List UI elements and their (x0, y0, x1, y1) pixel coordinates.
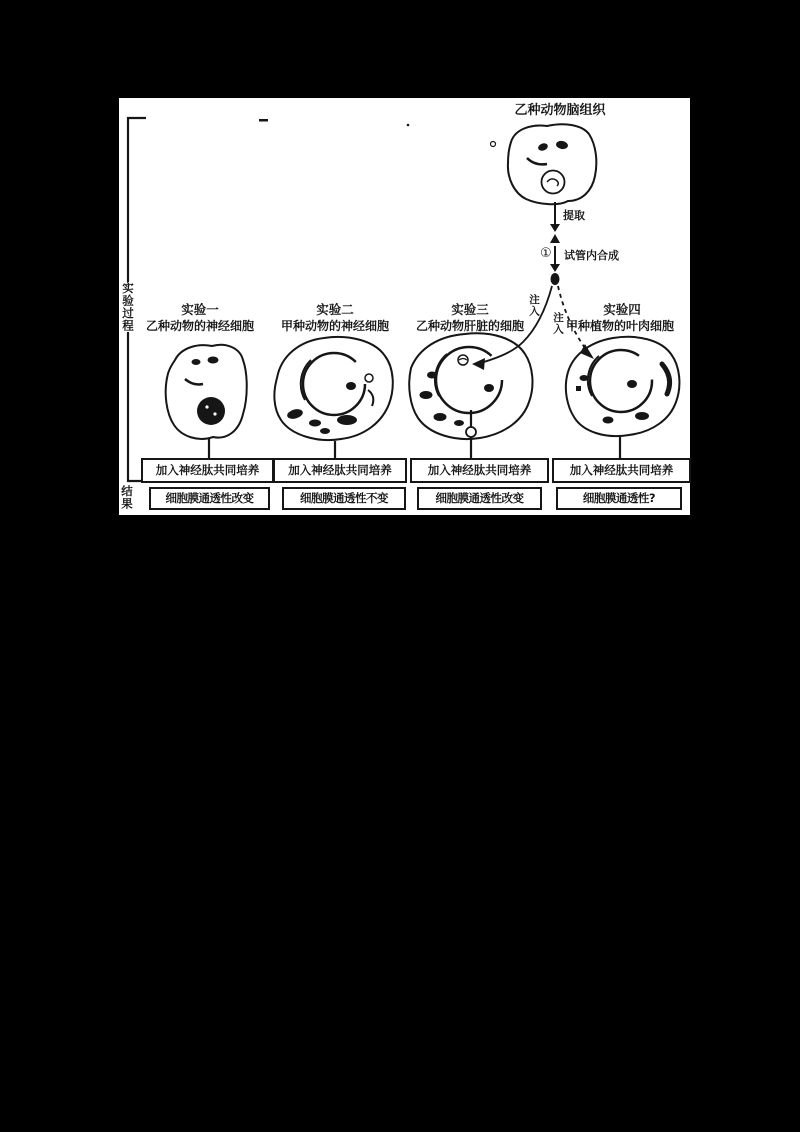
experiment-1-title: 实验一 (181, 302, 219, 317)
experiment-4-title: 实验四 (603, 302, 641, 317)
experiment-3-result-box: 细胞膜通透性改变 (417, 487, 542, 510)
source-cell-drawing (491, 124, 597, 204)
source-cell-label: 乙种动物脑组织 (514, 103, 606, 118)
experiment-3-cell-drawing (409, 333, 532, 458)
experiment-3-method-box: 加入神经肽共同培养 (410, 458, 549, 483)
diagram-panel (119, 98, 690, 515)
flow-arrows (472, 202, 594, 370)
scan-artifacts (259, 119, 409, 126)
experiment-4-cell-label: 甲种植物的叶肉细胞 (565, 319, 674, 333)
experiment-3-cell-label: 乙种动物肝脏的细胞 (415, 319, 524, 333)
experiment-1-method-box: 加入神经肽共同培养 (141, 458, 274, 483)
inject-label-right: 注入 (552, 312, 564, 335)
experiment-1-cell-drawing (166, 345, 247, 458)
experiment-1-cell-label: 乙种动物的神经细胞 (145, 319, 254, 333)
experiment-4-method-box: 加入神经肽共同培养 (552, 458, 691, 483)
step-one-badge: ① (540, 246, 552, 261)
experiment-2-result-box: 细胞膜通透性不变 (282, 487, 406, 510)
experiment-2-cell-drawing (274, 337, 392, 458)
experiment-2-cell-label: 甲种动物的神经细胞 (280, 319, 389, 333)
experiment-4-cell-drawing (566, 337, 680, 458)
experiment-2-method-box: 加入神经肽共同培养 (273, 458, 407, 483)
process-axis-label: 实验过程 (121, 282, 135, 332)
experiment-3-title: 实验三 (451, 302, 489, 317)
extract-step-label: 提取 (563, 209, 585, 222)
synthesis-step-label: 试管内合成 (564, 249, 619, 262)
experiment-4-result-box: 细胞膜通透性? (556, 487, 682, 510)
result-axis-label: 结果 (120, 485, 134, 510)
inject-label-left: 注入 (528, 294, 540, 317)
experiment-2-title: 实验二 (316, 302, 354, 317)
experiment-1-result-box: 细胞膜通透性改变 (149, 487, 270, 510)
